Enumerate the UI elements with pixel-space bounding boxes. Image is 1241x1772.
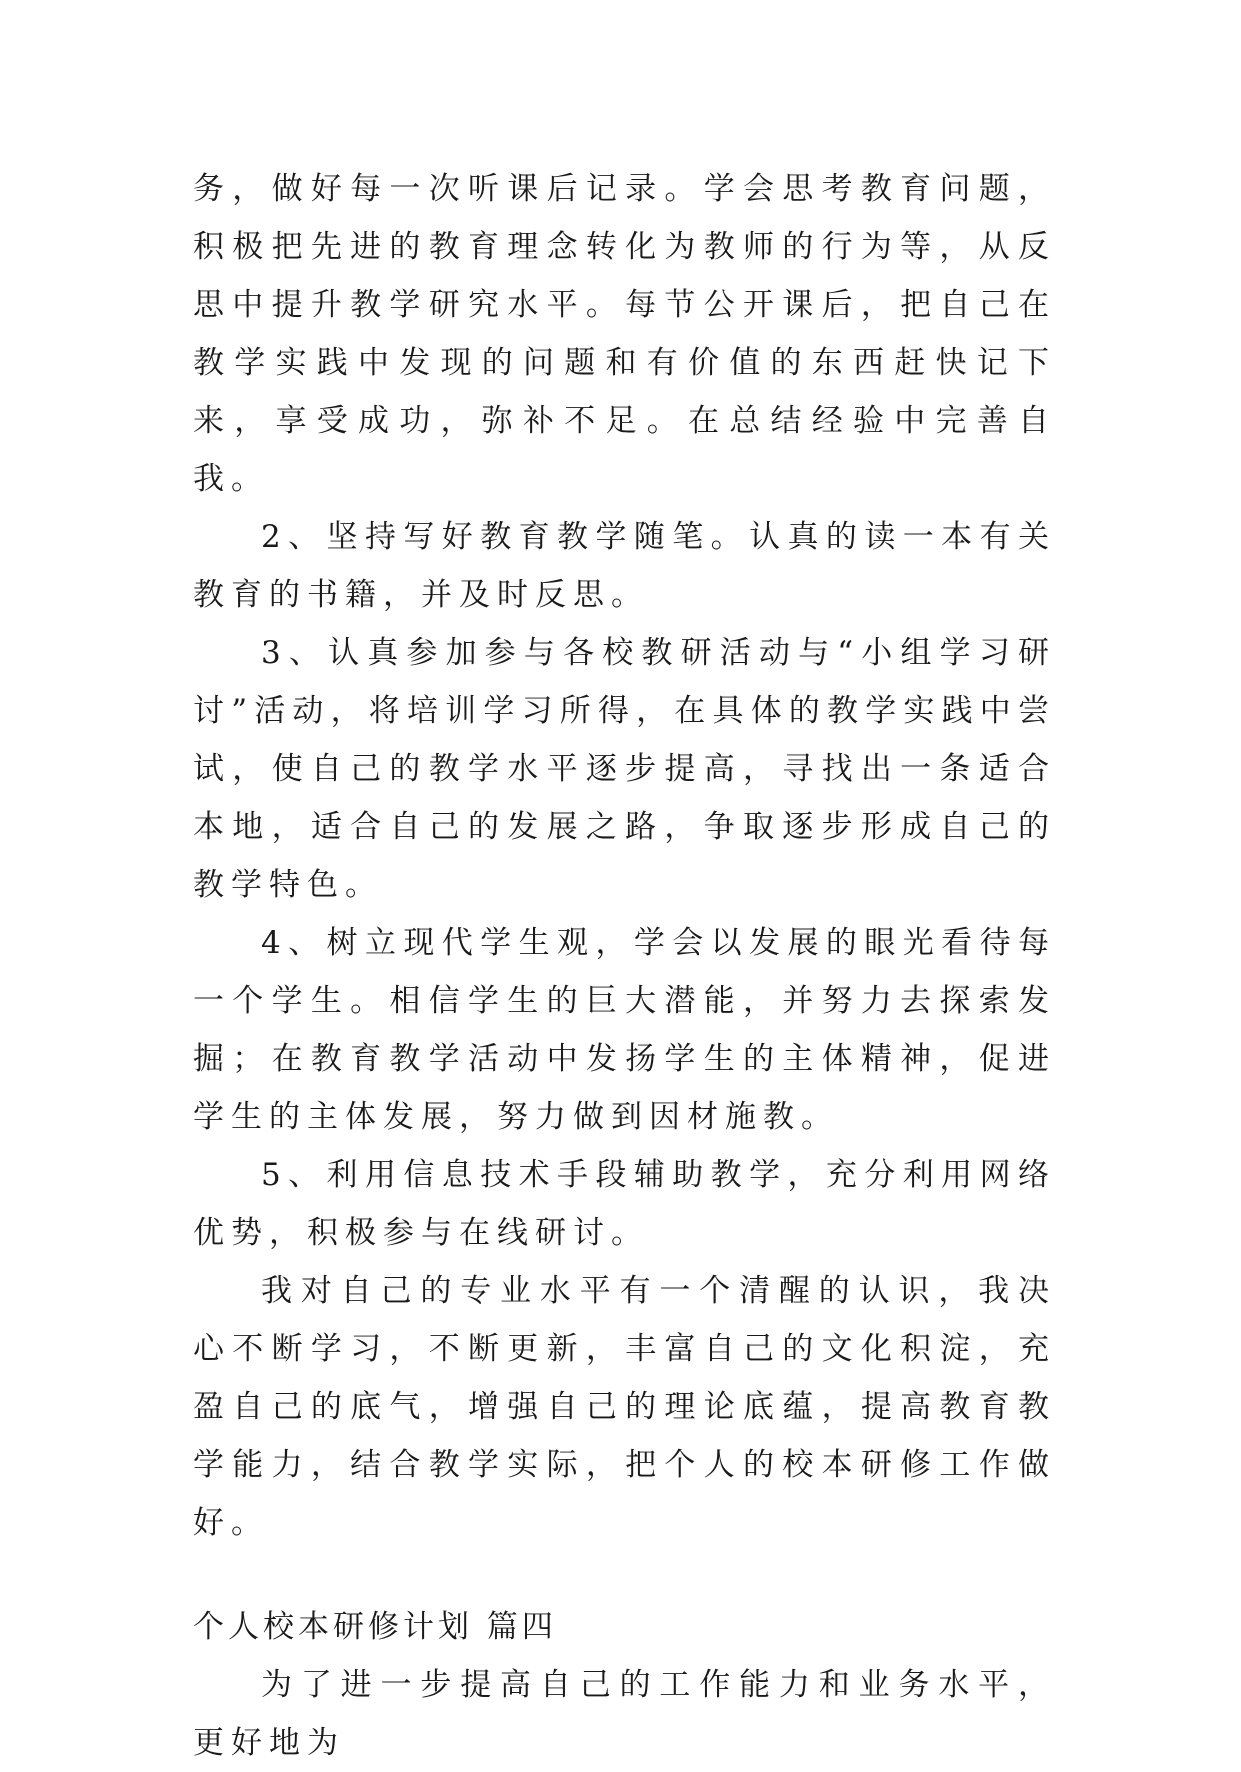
section-heading: 个人校本研修计划 篇四 <box>193 1609 557 1645</box>
section-first-paragraph: 为了进一步提高自己的工作能力和业务水平，更好地为 <box>193 1667 1056 1761</box>
paragraph-item-4: 4、树立现代学生观，学会以发展的眼光看待每一个学生。相信学生的巨大潜能，并努力去探索发掘；在教育教学活动中发扬学生的主体精神，促进学生的主体发展，努力做到因材施教。 <box>193 925 1056 1135</box>
paragraph-item-2: 2、坚持写好教育教学随笔。认真的读一本有关教育的书籍，并及时反思。 <box>193 519 1056 613</box>
paragraph-conclusion: 我对自己的专业水平有一个清醒的认识，我决心不断学习，不断更新，丰富自己的文化积淀，充盈自己的底气，增强自己的理论底蕴，提高教育教学能力，结合教学实际，把个人的校本研修工作做好。 <box>193 1273 1056 1541</box>
paragraph-item-5: 5、利用信息技术手段辅助教学，充分利用网络优势，积极参与在线研讨。 <box>193 1157 1056 1251</box>
paragraph-item-3: 3、认真参加参与各校教研活动与“小组学习研讨”活动，将培训学习所得，在具体的教学实践中尝试，使自己的教学水平逐步提高，寻找出一条适合本地，适合自己的发展之路，争取逐步形成自己的教学特色。 <box>193 635 1056 903</box>
document-body <box>193 160 1056 1772</box>
paragraph-continuation: 务，做好每一次听课后记录。学会思考教育问题，积极把先进的教育理念转化为教师的行为等，从反思中提升教学研究水平。每节公开课后，把自己在教学实践中发现的问题和有价值的东西赶快记下来，享受成功，弥补不足。在总结经验中完善自我。 <box>193 171 1056 497</box>
